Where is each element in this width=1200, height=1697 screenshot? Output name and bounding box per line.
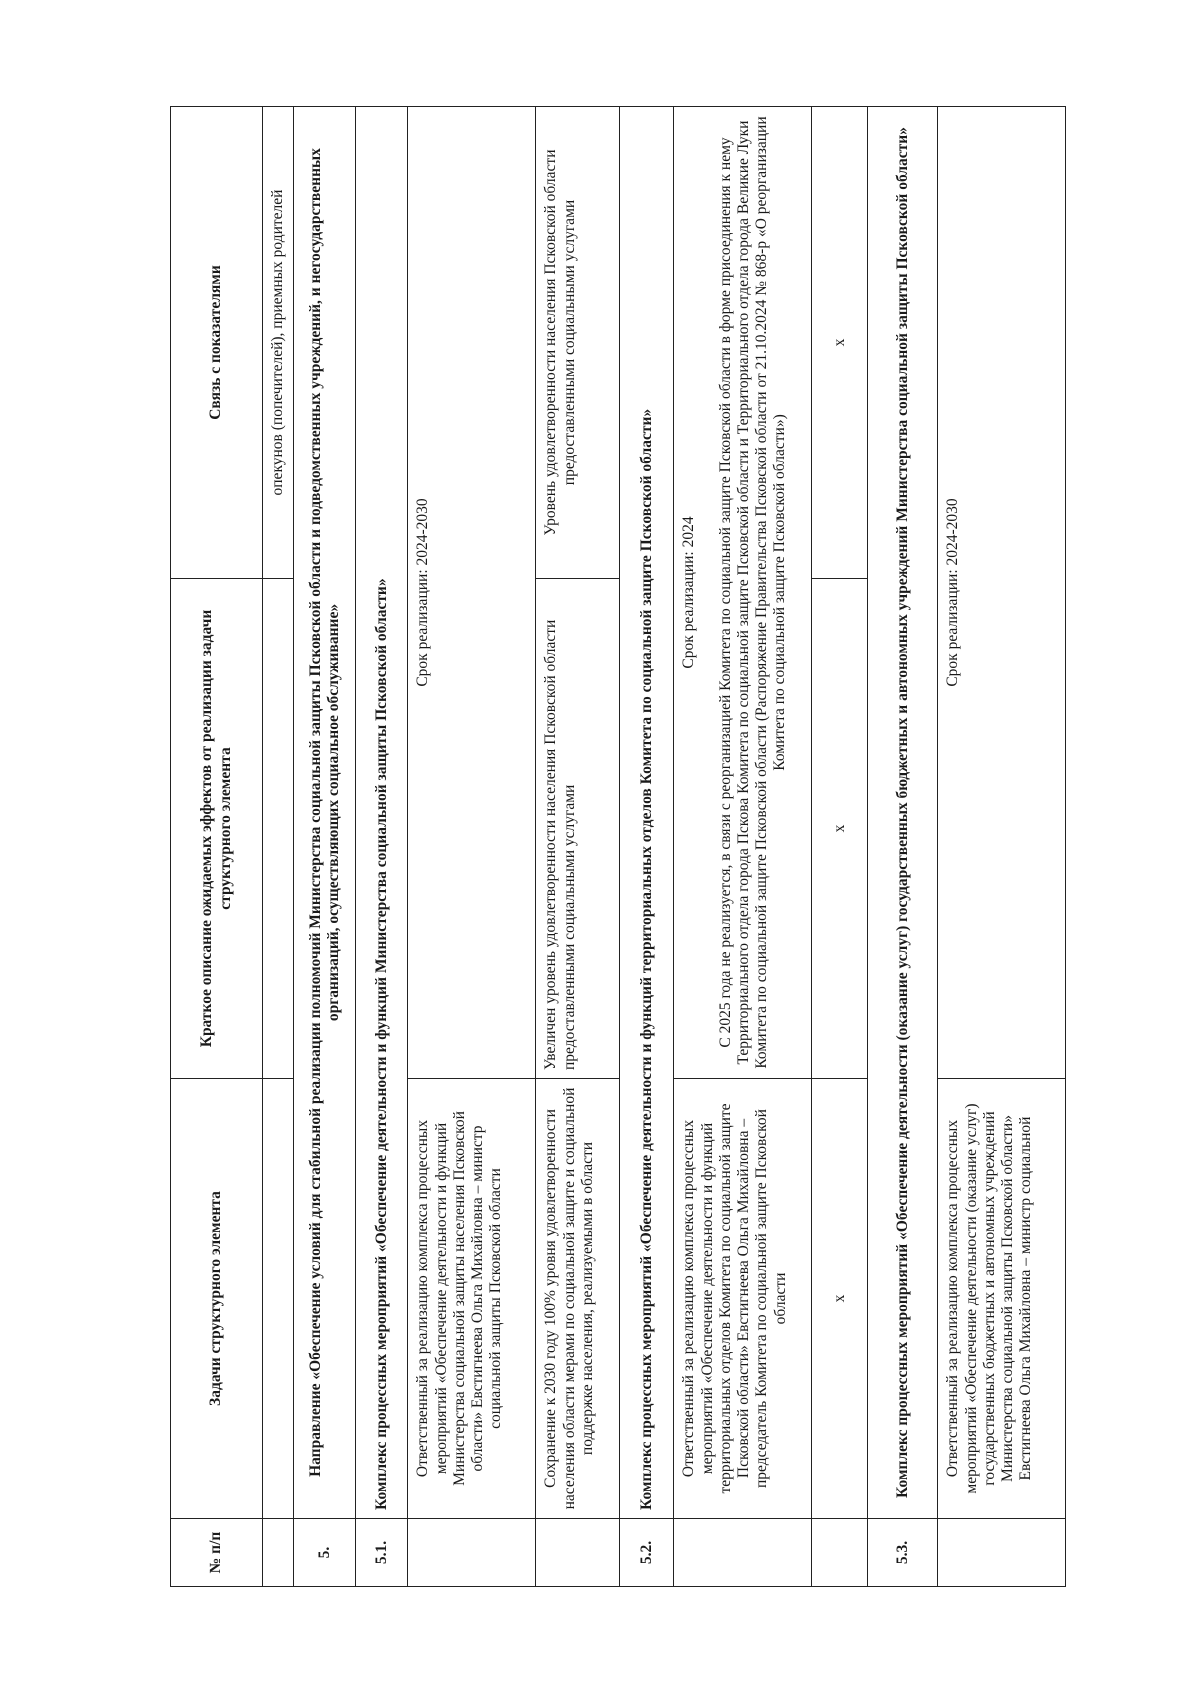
section53-term: Срок реализации: 2024-2030 [938,107,1066,1079]
table-row-section52-x [812,107,868,1587]
table-row-section53-responsible [938,107,1066,1587]
section52-num: 5.2. [620,1519,674,1587]
section5-num: 5. [294,1519,356,1587]
section52-x-indicator: x [812,107,868,579]
section52-title: Комплекс процессных мероприятий «Обеспечение деятельности и функций территориальных отделов Комитета по социальной защите Псковской области» [620,107,674,1519]
section53-num: 5.3. [868,1519,938,1587]
table-header-row [171,107,263,1587]
section51-effect: Увеличен уровень удовлетворенности населения Псковской области предоставленными социальными услугами [536,579,620,1079]
table-row-section5 [294,107,356,1587]
table-row-section52 [620,107,674,1587]
section52-term: Срок реализации: 2024 [680,516,698,669]
section5-title: Направление «Обеспечение условий для стабильной реализации полномочий Министерства социальной защиты Псковской области и подведомственных учреждений, и негосударственных организаций, осуществляющих социальное обслуживание» [294,107,356,1519]
table-row-carry [263,107,294,1587]
section51-num: 5.1. [356,1519,408,1587]
table-row-section53 [868,107,938,1587]
carry-text: опекунов (попечителей), приемных родителей [263,107,294,579]
header-effects: Краткое описание ожидаемых эффектов от реализации задачи структурного элемента [171,579,263,1079]
table-row-section51 [356,107,408,1587]
table-row-section51-responsible [408,107,536,1587]
section51-task: Сохранение к 2030 году 100% уровня удовлетворенности населения области мерами по социальной защите и социальной поддержке населения, реализуемыми в области [536,1079,620,1519]
table-row-section52-responsible [674,107,812,1587]
table-row-section51-task [536,107,620,1587]
section51-title: Комплекс процессных мероприятий «Обеспечение деятельности и функций Министерства социальной защиты Псковской области» [356,107,408,1519]
section51-term: Срок реализации: 2024-2030 [408,107,536,1079]
section52-note: С 2025 года не реализуется, в связи с реорганизацией Комитета по социальной защите Псковской области в форме присоединения к нему Территориального отдела города Пскова Комитета по социальной защите Псковской области и Территориального отдела города Великие Луки Комитета по социальной защите Псковской области (Распоряжение Правительства Псковской области от 21.10.2024 № 868-р «О реорганизации Комитета по социальной защите Псковской области») [716,116,789,1069]
structural-elements-table [170,106,1066,1587]
section53-title: Комплекс процессных мероприятий «Обеспечение деятельности (оказание услуг) государственных бюджетных и автономных учреждений Министерства социальной защиты Псковской области» [868,107,938,1519]
header-num: № п/п [171,1519,263,1587]
section52-x-effect: x [812,579,868,1079]
rotated-table-container [170,107,1190,1587]
section52-x-task: x [812,1079,868,1519]
section51-responsible: Ответственный за реализацию комплекса процессных мероприятий «Обеспечение деятельности и функций Министерства социальной защиты населения Псковской области» Евстигнеева Ольга Михайловна – министр социальной защиты Псковской области [408,1079,536,1519]
section53-responsible: Ответственный за реализацию комплекса процессных мероприятий «Обеспечение деятельности (оказание услуг) государственных бюджетных и автономных учреждений Министерства социальной защиты Псковской области» Евстигнеева Ольга Михайловна – министр социальной [938,1079,1066,1519]
header-tasks: Задачи структурного элемента [171,1079,263,1519]
header-indicators: Связь с показателями [171,107,263,579]
section52-responsible: Ответственный за реализацию комплекса процессных мероприятий «Обеспечение деятельности и функций территориальных отделов Комитета по социальной защите Псковской области» Евстигнеева Ольга Михайловна – председатель Комитета по социальной защите Псковской области [674,1079,812,1519]
section51-indicator: Уровень удовлетворенности населения Псковской области предоставленными социальными услугами [536,107,620,579]
